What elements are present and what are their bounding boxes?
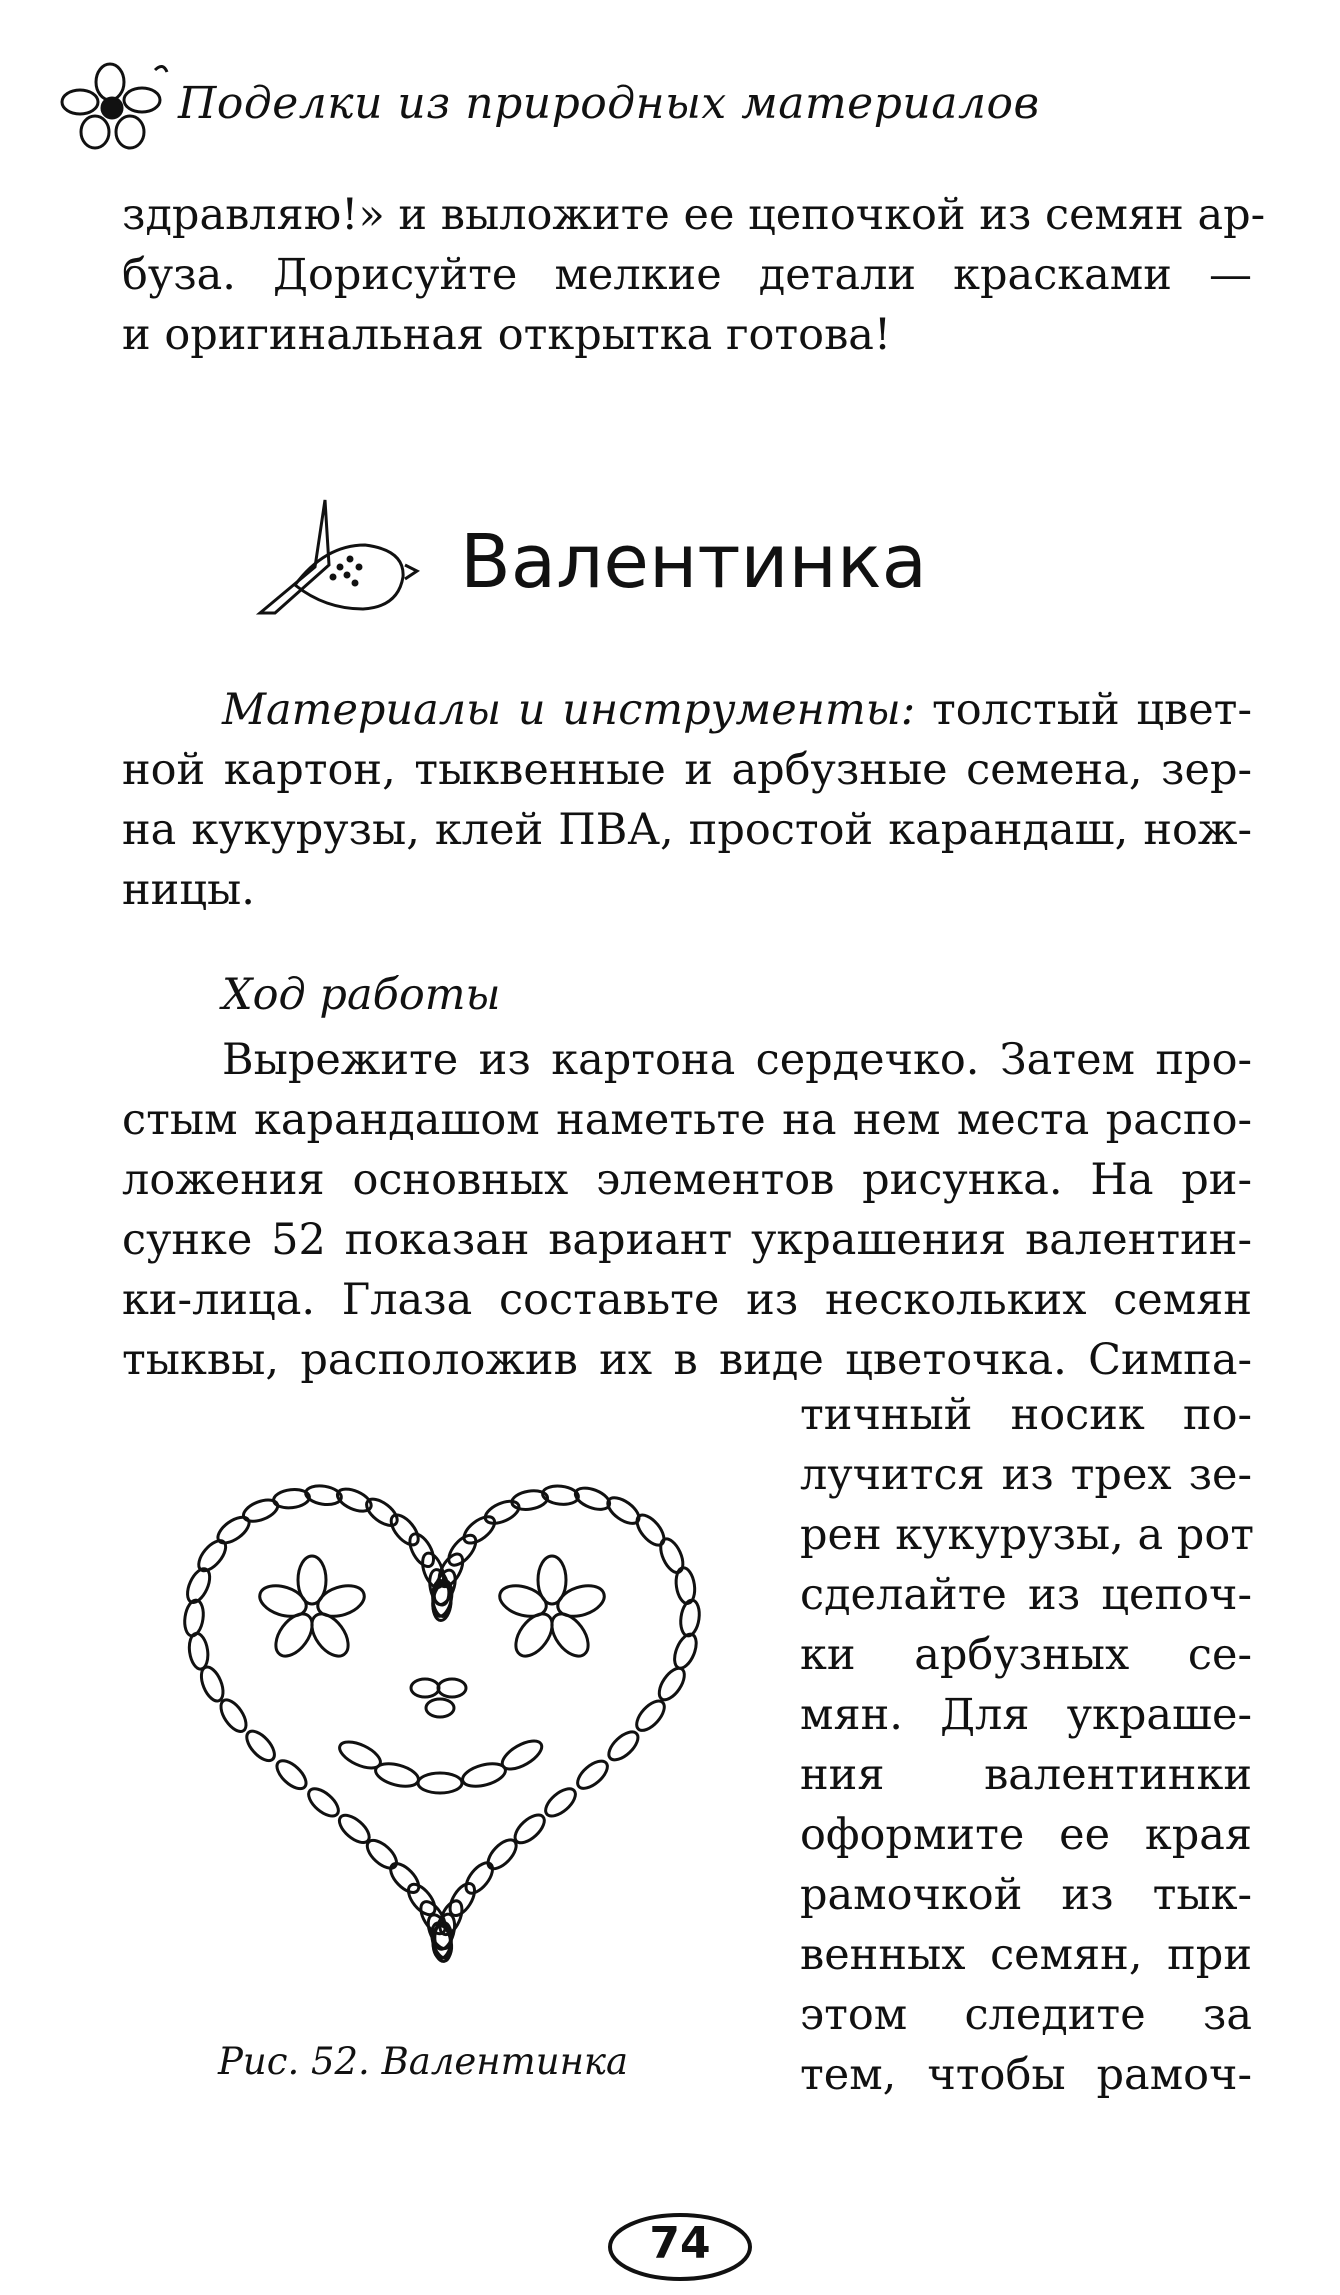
- text-line: здравляю!» и выложите ее цепочкой из семян ар-: [122, 190, 1266, 240]
- text-line: тыквы, расположив их в виде цветочка. Симпа-: [122, 1335, 1252, 1385]
- border-seed: [362, 1494, 401, 1530]
- heart-valentine-illustration: [122, 1420, 762, 1980]
- border-seed: [424, 1912, 455, 1952]
- border-seed: [654, 1664, 689, 1704]
- border-seed: [461, 1858, 497, 1897]
- side-column-text: [800, 1385, 1252, 2105]
- seed-pencil-icon: [255, 495, 435, 620]
- text-line: ной картон, тыквенные и арбузные семена, зер-: [122, 745, 1252, 795]
- work-paragraph: [122, 1030, 1252, 1390]
- text-line: мян. Для украше-: [800, 1690, 1252, 1740]
- text-line: оформите ее края: [800, 1810, 1252, 1860]
- border-seed: [444, 1531, 481, 1570]
- running-header: [60, 60, 1280, 160]
- section-title: Валентинка: [460, 519, 927, 605]
- materials-paragraph: [122, 680, 1252, 920]
- border-seed: [604, 1727, 643, 1765]
- border-seed: [656, 1536, 687, 1576]
- text-line: ния валентинки: [800, 1750, 1252, 1800]
- border-seed: [183, 1565, 214, 1605]
- text-line: сунке 52 показан вариант украшения валентин-: [122, 1215, 1252, 1265]
- border-seed: [632, 1511, 669, 1550]
- left-eye-flower: [256, 1556, 368, 1663]
- text-line: рамочкой из тык-: [800, 1870, 1252, 1920]
- border-seed: [183, 1599, 206, 1637]
- text-line: этом следите за: [800, 1990, 1252, 2040]
- border-seed: [573, 1756, 612, 1793]
- flower-icon: [60, 60, 170, 155]
- header-title: Поделки из природных материалов: [178, 78, 1040, 129]
- nose-kernels: [411, 1679, 466, 1717]
- section-heading: [255, 495, 955, 625]
- text-line: стым карандашом наметьте на нем места распо-: [122, 1095, 1252, 1145]
- border-seed: [632, 1696, 669, 1735]
- border-seed: [335, 1810, 374, 1847]
- figure-caption: Рис. 52. Валентинка: [218, 2040, 629, 2083]
- page-number: [605, 2210, 755, 2284]
- mouth-chain: [336, 1735, 546, 1793]
- text-line: тичный носик по-: [800, 1390, 1252, 1440]
- border-seed: [482, 1497, 522, 1528]
- border-seed: [670, 1631, 700, 1671]
- text-line: сделайте из цепоч-: [800, 1570, 1252, 1620]
- border-seed: [242, 1727, 279, 1766]
- border-seed: [572, 1484, 612, 1514]
- right-eye-flower: [496, 1556, 608, 1663]
- materials-first-line: толстый цвет-: [931, 685, 1252, 735]
- text-line: венных семян, при: [800, 1930, 1252, 1980]
- text-line: буза. Дорисуйте мелкие детали красками —: [122, 250, 1252, 300]
- text-line: на кукурузы, клей ПВА, простой карандаш, нож-: [122, 805, 1252, 855]
- border-seed: [403, 1880, 439, 1919]
- text-line: ки-лица. Глаза составьте из нескольких семян: [122, 1275, 1252, 1325]
- text-line: [122, 680, 1252, 740]
- border-seed: [216, 1696, 251, 1736]
- text-line: Вырежите из картона сердечко. Затем про-: [222, 1035, 1252, 1085]
- page-number-text: 74: [649, 2218, 711, 2269]
- text-line: и оригинальная открытка готова!: [122, 310, 892, 360]
- border-seed: [483, 1835, 521, 1873]
- text-line: тем, чтобы рамоч-: [800, 2050, 1252, 2100]
- materials-label: Материалы и инструменты:: [222, 685, 916, 735]
- border-seed: [272, 1756, 311, 1794]
- text-line: лучится из трех зе-: [800, 1450, 1252, 1500]
- border-seed: [679, 1599, 702, 1637]
- border-seed: [541, 1784, 580, 1821]
- text-line: ки арбузных се-: [800, 1630, 1252, 1680]
- intro-paragraph: [122, 185, 1266, 365]
- seed-border: [183, 1483, 702, 1962]
- text-line: рен кукурузы, а рот: [800, 1510, 1254, 1560]
- border-seed: [214, 1512, 254, 1548]
- text-line: ницы.: [122, 865, 255, 915]
- border-seed: [386, 1859, 424, 1897]
- border-seed: [187, 1632, 210, 1670]
- work-heading: Ход работы: [222, 970, 501, 1020]
- border-seed: [460, 1512, 499, 1548]
- border-seed: [304, 1784, 343, 1821]
- text-line: ложения основных элементов рисунка. На ри-: [122, 1155, 1252, 1205]
- border-seed: [386, 1510, 423, 1549]
